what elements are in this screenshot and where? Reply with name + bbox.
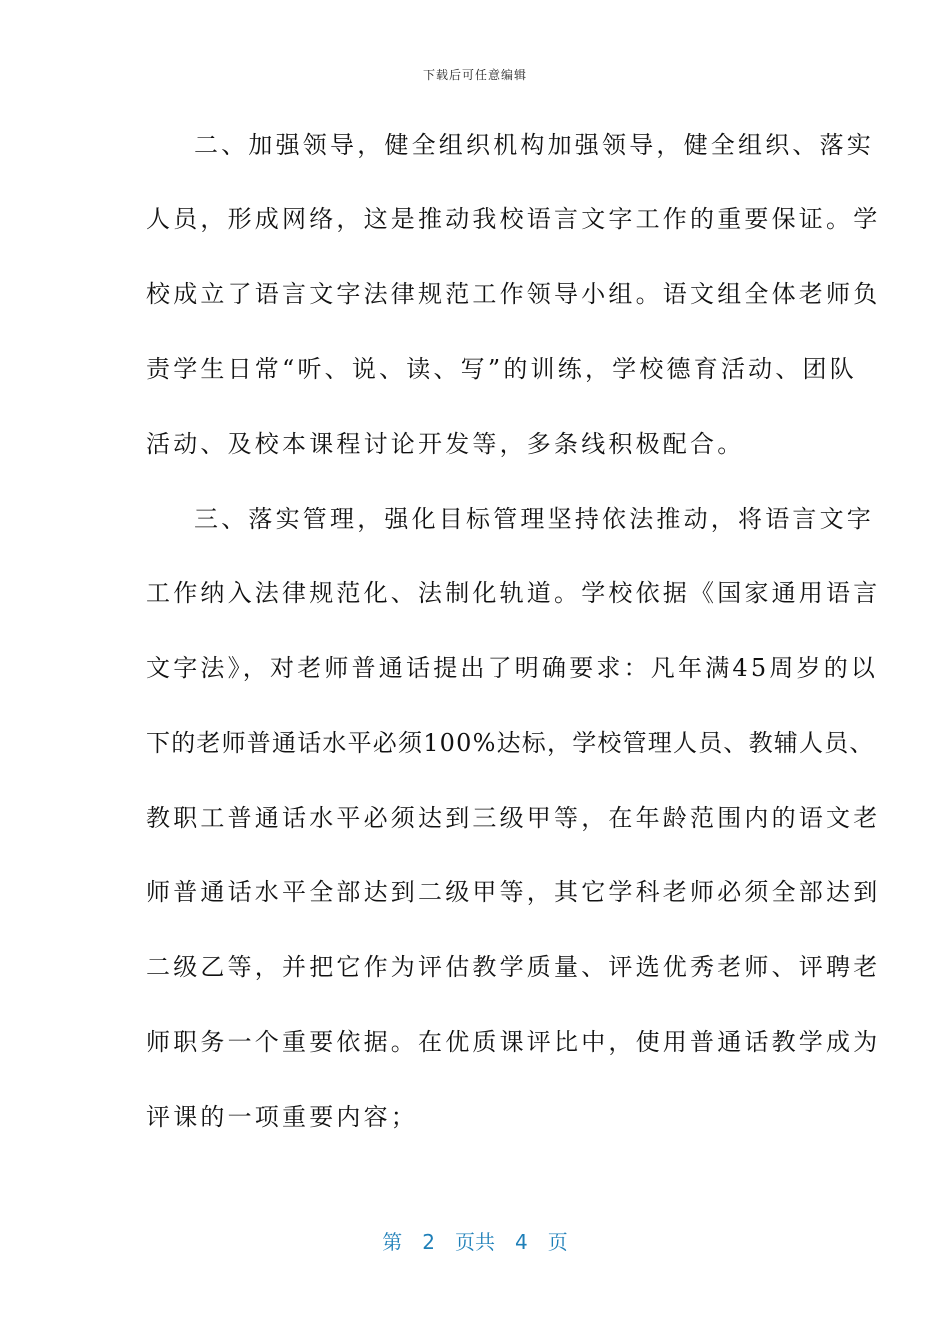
paragraph-line: 责学生日常“听、说、读、写”的训练，学校德育活动、团队 xyxy=(146,355,857,383)
footer-current-page: 2 xyxy=(422,1230,435,1254)
paragraph-line: 三、落实管理，强化目标管理坚持依法推动，将语言文字 xyxy=(194,505,874,533)
paragraph-line: 教职工普通话水平必须达到三级甲等，在年龄范围内的语文老 xyxy=(146,804,881,832)
paragraph-line: 评课的一项重要内容； xyxy=(146,1103,418,1131)
paragraph-line: 人员，形成网络，这是推动我校语言文字工作的重要保证。学 xyxy=(146,205,881,233)
page-footer xyxy=(0,1226,950,1255)
paragraph-line: 二、加强领导，健全组织机构加强领导，健全组织、落实 xyxy=(194,131,874,159)
paragraph-line: 文字法》，对老师普通话提出了明确要求：凡年满45周岁的以 xyxy=(146,654,879,682)
footer-total-pages: 4 xyxy=(515,1230,528,1254)
paragraph-line: 二级乙等，并把它作为评估教学质量、评选优秀老师、评聘老 xyxy=(146,953,881,981)
paragraph-line: 工作纳入法律规范化、法制化轨道。学校依据《国家通用语言 xyxy=(146,579,881,607)
paragraph-line: 校成立了语言文字法律规范工作领导小组。语文组全体老师负 xyxy=(146,280,881,308)
page-header: 下载后可任意编辑 xyxy=(422,68,527,82)
paragraph-line: 下的老师普通话水平必须100%达标，学校管理人员、教辅人员、 xyxy=(146,729,875,757)
footer-word-page: 第 xyxy=(382,1230,403,1254)
footer-word-total: 页共 xyxy=(455,1230,495,1254)
paragraph-line: 师职务一个重要依据。在优质课评比中，使用普通话教学成为 xyxy=(146,1028,881,1056)
paragraph-line: 活动、及校本课程讨论开发等，多条线积极配合。 xyxy=(146,430,745,458)
footer-word-end: 页 xyxy=(547,1230,568,1254)
paragraph-line: 师普通话水平全部达到二级甲等，其它学科老师必须全部达到 xyxy=(146,878,881,906)
